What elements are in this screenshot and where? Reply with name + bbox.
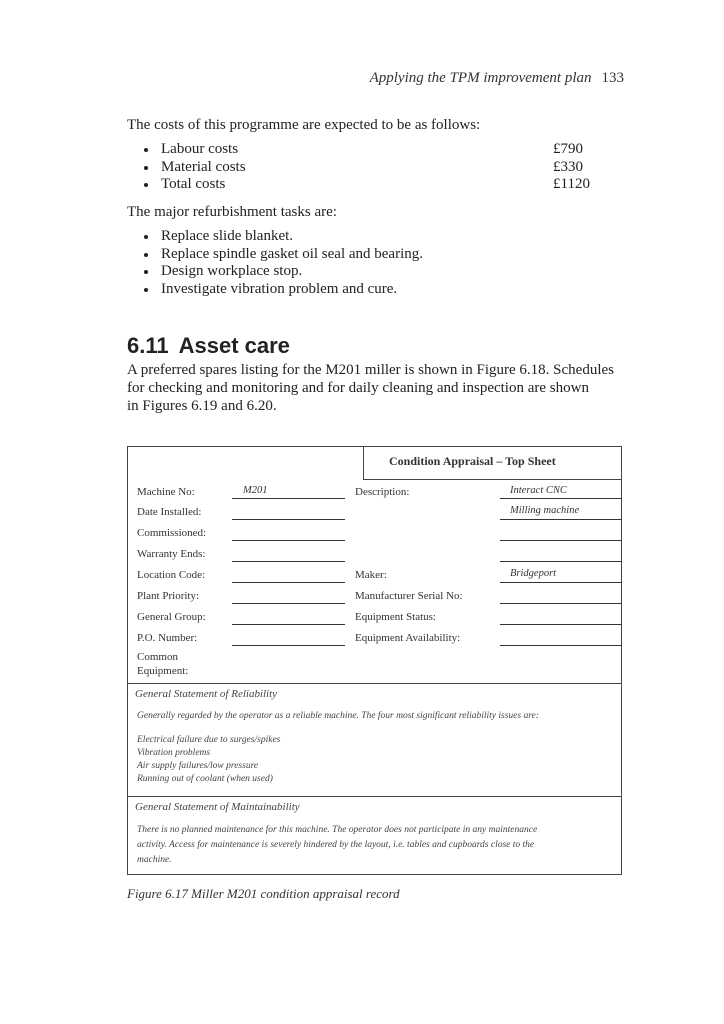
form-title: Condition Appraisal – Top Sheet	[389, 454, 556, 468]
running-head	[0, 70, 624, 87]
reliability-issue: Running out of coolant (when used)	[137, 774, 273, 784]
list-item: Replace spindle gasket oil seal and bearing.	[127, 246, 607, 264]
serial-label: Manufacturer Serial No:	[355, 590, 463, 602]
availability-label: Equipment Availability:	[355, 632, 461, 644]
description-label: Description:	[355, 486, 410, 498]
description-value-2: Milling machine	[510, 505, 580, 516]
list-item: Investigate vibration problem and cure.	[127, 281, 607, 299]
page-number: 133	[601, 70, 624, 86]
description-value: Interact CNC	[510, 485, 567, 496]
reliability-heading: General Statement of Reliability	[135, 688, 278, 700]
section-heading	[127, 333, 290, 359]
machine-number-value: M201	[243, 485, 268, 496]
maker-value: Bridgeport	[510, 568, 557, 579]
reliability-issue: Vibration problems	[137, 748, 211, 758]
maintainability-text: activity. Access for maintenance is severely hindered by the layout, i.e. tables and cupboards close to the	[137, 840, 535, 850]
status-label: Equipment Status:	[355, 611, 436, 623]
field-label: Plant Priority:	[137, 590, 200, 602]
field-label: P.O. Number:	[137, 632, 198, 644]
field-label: Commissioned:	[137, 527, 207, 539]
field-label: Common Equipment:	[137, 651, 189, 677]
figure-caption: Figure 6.17 Miller M201 condition appraisal record	[127, 886, 400, 901]
costs-intro: The costs of this programme are expected to be as follows:	[127, 117, 481, 133]
field-label: Location Code:	[137, 569, 206, 581]
running-head-title: Applying the TPM improvement plan	[369, 70, 592, 86]
list-item: Design workplace stop.	[127, 263, 607, 281]
field-label: Machine No:	[137, 486, 195, 498]
field-label: Date Installed:	[137, 506, 202, 518]
reliability-issue: Air supply failures/low pressure	[137, 761, 259, 771]
tasks-list	[127, 228, 607, 298]
list-item: Total costs £1120	[127, 176, 607, 194]
list-item: Labour costs £790	[127, 141, 607, 159]
section-body: A preferred spares listing for the M201 miller is shown in Figure 6.18. Schedules for checking and monitoring and for daily cleaning and inspection are shown in Figures 6.19 and 6.20.	[127, 362, 615, 414]
field-label: Warranty Ends:	[137, 548, 206, 560]
maintainability-text: machine.	[137, 855, 172, 865]
costs-list	[127, 141, 607, 194]
reliability-issue: Electrical failure due to surges/spikes	[137, 735, 281, 745]
reliability-intro: Generally regarded by the operator as a reliable machine. The four most significant reliability issues are:	[137, 711, 539, 721]
condition-appraisal-form	[127, 446, 622, 875]
maintainability-text: There is no planned maintenance for this machine. The operator does not participate in any maintenance	[137, 825, 538, 835]
list-item: Material costs £330	[127, 159, 607, 177]
section-title: Asset care	[178, 333, 290, 358]
list-item: Replace slide blanket.	[127, 228, 607, 246]
maintainability-heading: General Statement of Maintainability	[135, 801, 300, 813]
tasks-intro: The major refurbishment tasks are:	[127, 204, 337, 220]
section-number: 6.11	[127, 333, 169, 358]
field-label: General Group:	[137, 611, 206, 623]
maker-label: Maker:	[355, 569, 387, 581]
